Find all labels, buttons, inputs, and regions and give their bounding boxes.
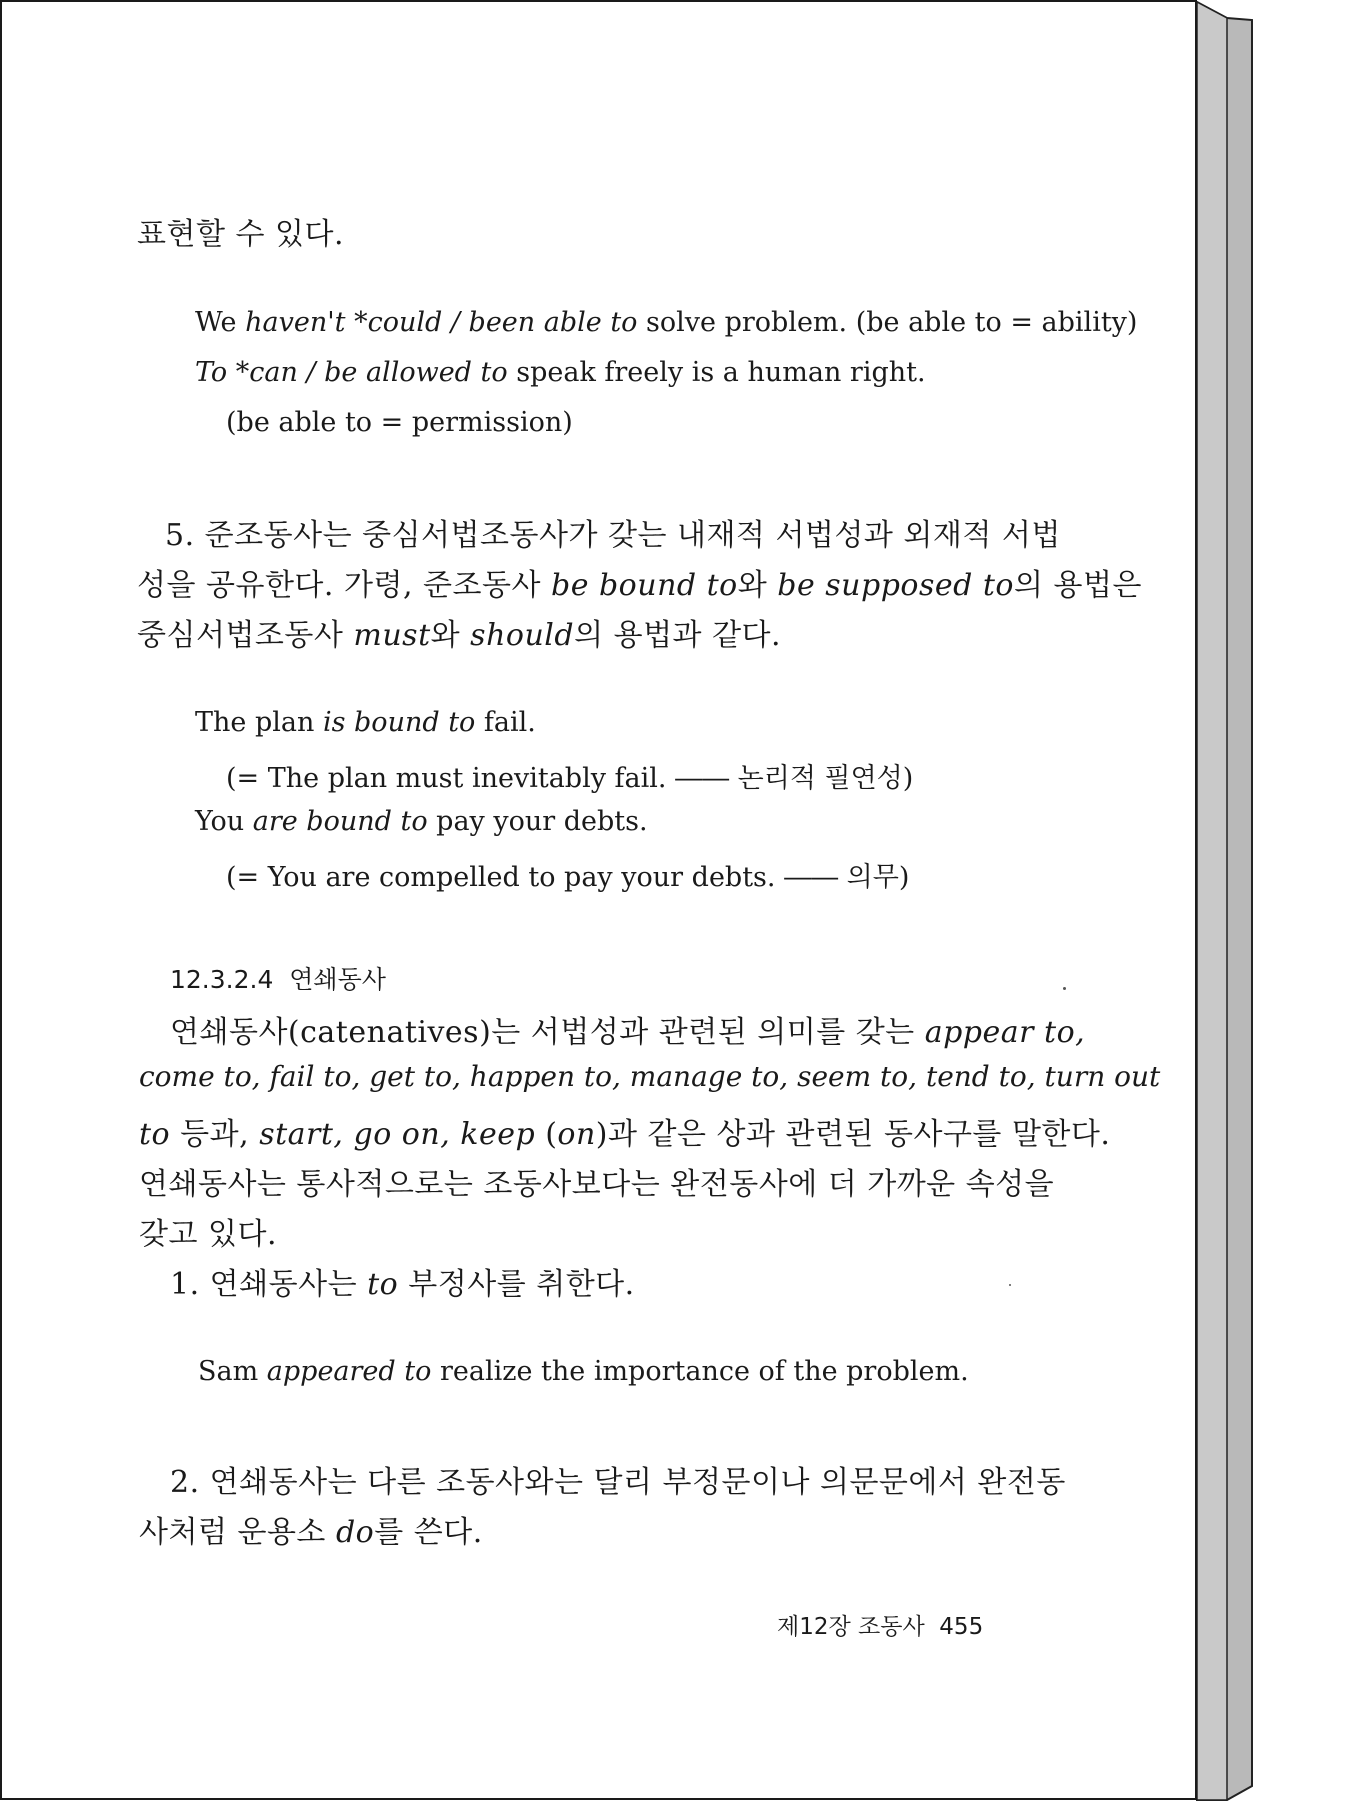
section-heading	[170, 960, 386, 996]
paragraph-line: 갖고 있다.	[139, 1217, 277, 1252]
example-gloss: (= The plan must inevitably fail. ―― 논리적 필연성)	[226, 763, 914, 794]
example-line: The plan is bound to fail.	[195, 707, 536, 738]
example-gloss: (be able to = permission)	[226, 407, 573, 438]
paragraph-line: 연쇄동사는 통사적으로는 조동사보다는 완전동사에 더 가까운 속성을	[139, 1167, 1055, 1202]
paragraph-line: to 등과, start, go on, keep (on)과 같은 상과 관련된 동사구를 말한다.	[139, 1117, 1111, 1152]
page-footer	[777, 1608, 983, 1641]
example-line: To *can / be allowed to speak freely is a human right.	[195, 357, 926, 388]
example-line: Sam appeared to realize the importance of the problem.	[198, 1356, 969, 1387]
list-item: 2. 연쇄동사는 다른 조동사와는 달리 부정문이나 의문문에서 완전동	[170, 1465, 1066, 1500]
section-number: 12.3.2.4	[170, 965, 274, 994]
example-line: We haven't *could / been able to solve problem. (be able to = ability)	[195, 307, 1138, 338]
paragraph-line: 사처럼 운용소 do를 쓴다.	[139, 1515, 483, 1550]
paragraph-line: come to, fail to, get to, happen to, manage to, seem to, tend to, turn out	[139, 1060, 1161, 1093]
paragraph-line: 연쇄동사(catenatives)는 서법성과 관련된 의미를 갖는 appear to,	[170, 1015, 1086, 1050]
scan-speck	[1009, 1284, 1011, 1286]
chapter-label: 제12장 조동사	[777, 1614, 925, 1640]
paragraph-line: 성을 공유한다. 가령, 준조동사 be bound to와 be supposed to의 용법은	[137, 568, 1142, 603]
example-gloss: (= You are compelled to pay your debts. ―― 의무)	[226, 862, 910, 893]
paragraph-line: 5. 준조동사는 중심서법조동사가 갖는 내재적 서법성과 외재적 서법	[165, 518, 1061, 553]
paragraph-line: 중심서법조동사 must와 should의 용법과 같다.	[137, 618, 782, 653]
example-line: You are bound to pay your debts.	[195, 806, 648, 837]
section-title: 연쇄동사	[289, 965, 386, 994]
list-item: 1. 연쇄동사는 to 부정사를 취한다.	[170, 1267, 635, 1302]
page-number: 455	[939, 1614, 984, 1640]
continued-line: 표현할 수 있다.	[137, 217, 344, 252]
scan-speck	[1063, 987, 1066, 990]
